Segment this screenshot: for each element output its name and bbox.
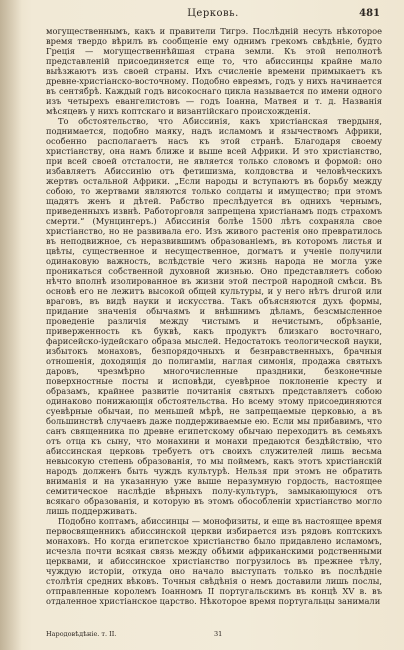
signature-mark: Народовѣдѣніе. т. II. [46, 630, 117, 638]
running-title: Церковь. [187, 8, 239, 19]
page-footer [46, 630, 380, 642]
page-number: 481 [359, 8, 380, 19]
paragraph-3: Подобно коптамъ, абиссинцы — монофизиты, и еще въ настоящее время первосвященникъ абиссинской церкви избирается изъ рядовъ коптскихъ монаховъ. Но когда египетское христіанство было придавлено исламомъ, исчезла почти всякая связь между обѣими африканскими родственными церквами, и абиссинское христіанство погрузилось въ прежнее тѣлу, чуждую исторіи, откуда оно начало выступать только въ послѣдніе столѣтія средних вѣковъ. Точныя свѣдѣнія о немъ доставили лишь послы, отправленные королемъ Іоанномъ II португальскимъ въ концѣ XV в. въ отдаленное христіанское царство. Нѣкоторое время португальцы занимали [46, 516, 382, 606]
running-header [46, 8, 380, 24]
paragraph-2: То обстоятельство, что Абиссинія, какъ христіанская твердыня, поднимается, подобно маяку, надъ исламомъ и язычествомъ Африки, особенно располагаетъ насъ къ этой странѣ. Благодаря своему христіанству, она намъ ближе и выше всей Африки. И это христіанство, при всей своей отсталости, не является только словомъ и формой: оно избавляетъ Абиссинію отъ фетишизма, колдовства и человѣческихъ жертвъ остальной Африки. „Если народы и вступаютъ въ борьбу между собою, то жертвами являются только солдаты и имущество; при этомъ щадятъ женъ и дѣтей. Рабство преслѣдуется въ однихъ чернымъ, приведенныхъ извнѣ. Работорговля запрещена христіанамъ подъ страхомъ смерти.“ (Мунцингеръ.) Абиссинія болѣе 1500 лѣтъ сохраняла свое христіанство, но не развивала его. Изъ живого растенія оно превратилось въ неподвижное, съ неразвившимъ образованіемъ, въ которомъ листья и цвѣты, существенное и несущественное, догматъ и ученіе получили одинаковую важность, вслѣдствіе чего жизнь народа не могла уже проникаться собственной духовной жизнью. Оно представляетъ собою нѣчто вполнѣ изолированное въ жизни этой пестрой народной смѣси. Въ основѣ его не лежитъ высокой общей культуры, и у него нѣтъ druгой или враговъ, въ видѣ науки и искусства. Такъ объясняются духъ формы, придание значенія обычаямъ и внѣшнимъ дѣламъ, безсмысленное проведеніе различія между чистымъ и нечистымъ, обрѣзаніе, приверженность къ буквѣ, какъ продуктъ близкаго восточнаго, фарисейско-іудейскаго образа мыслей. Недостатокъ теологической науки, избытокъ монаховъ, безпорядочныхъ и безнравственныхъ, брачныя отношенія, доходящія до полигаміи, наглая симонія, продажа святыхъ даровъ, чрезмѣрно многочисленные праздники, безконечные поверхностные посты и исповѣди, суевѣрное поклоненіе кресту и образамъ, крайнее развитіе почитанія святыхъ представляетъ собою одинаково понижающія обстоятельства. Но всему этому присоединяются суевѣрные обычаи, по меньшей мѣрѣ, не запрещаемые церковью, а въ большинствѣ случаевъ даже поддерживаемые ею. Если мы прибавимъ, что санъ священника по древне египетскому обычаю переходитъ въ семьяхъ отъ отца къ сыну, что монахини и монахи предаются бездѣйствію, что абиссинская церковь требуетъ отъ своихъ служителей лишь весьма невысокую степень образованія, то мы поймемъ, какъ этотъ христіанскій народъ долженъ быть чуждъ культурѣ. Нельзя при этомъ не обратить вниманія и на указанную уже выше неразумную гордость, настоящее семитическое наслѣдіе вѣрныхъ полу-культуръ, замыкающуюся отъ всякаго образованія, и которую въ этомъ обособленіи христіанство могло лишь поддерживать. [46, 116, 382, 516]
signature-number: 31 [214, 630, 223, 638]
body-text [46, 26, 382, 606]
paragraph-1: могущественнымъ, какъ и правители Тигрэ. Послѣдній несуть нѣкоторое время твердо вѣрилъ въ сообщеніе ему однимъ грекомъ свѣдѣніе, будто Греція — могущественнѣйшая страна земли. Къ этой неполнотѣ представленій присоединяется еще то, что абиссинцы крайне мало выѣзжаютъ изъ своей страны. Ихъ счисленіе времени примыкаетъ къ древне-христіанско-восточному. Подобно евреямъ, годъ у нихъ начинается въ сентябрѣ. Каждый годъ високоснаго цикла называется по имени одного изъ четырехъ евангелистовъ — годъ Іоанна, Матвея и т. д. Названія мѣсяцевъ у нихъ коптскаго и византійскаго происхожденія. [46, 26, 382, 116]
binding-shadow [0, 0, 22, 650]
